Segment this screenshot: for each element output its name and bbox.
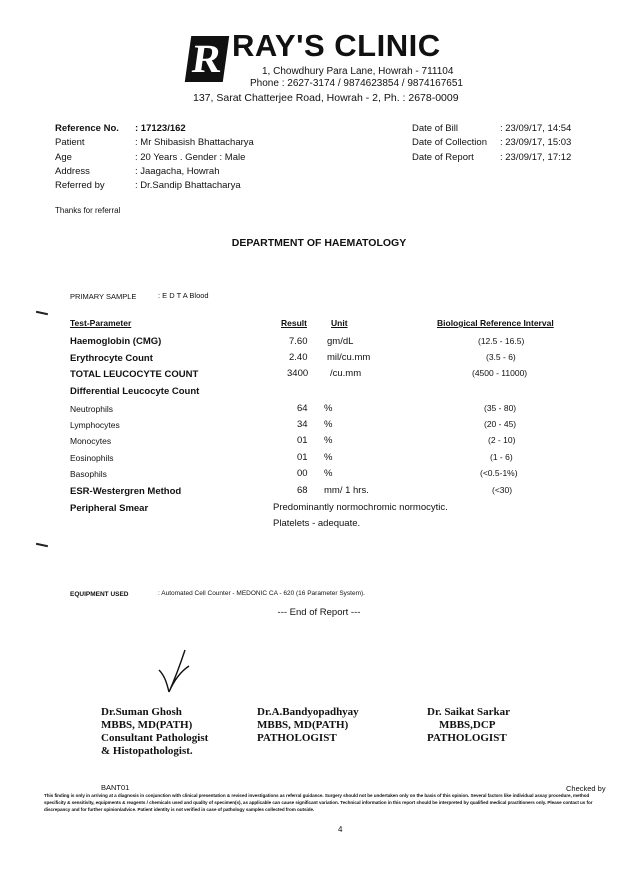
- primary-sample-value: : E D T A Blood: [158, 291, 209, 300]
- row-result: 3400: [287, 368, 309, 379]
- report-code: BANT01: [101, 783, 130, 792]
- row-parameter: Lymphocytes: [70, 420, 120, 430]
- reference-value: : 17123/162: [135, 123, 186, 134]
- header-test-parameter: Test-Parameter: [70, 318, 132, 328]
- row-parameter: Eosinophils: [70, 453, 114, 463]
- row-parameter: Haemoglobin (CMG): [70, 336, 162, 347]
- clinic-name: RAY'S CLINIC: [232, 28, 441, 63]
- row-parameter: Peripheral Smear: [70, 503, 149, 514]
- clinic-phone-line: Phone : 2627-3174 / 9874623854 / 9874167651: [250, 78, 463, 89]
- row-reference: (12.5 - 16.5): [478, 336, 525, 346]
- referred-by-label: Referred by: [55, 180, 105, 191]
- clinic-address-line2: 137, Sarat Chatterjee Road, Howrah - 2, Ph. : 2678-0009: [193, 92, 459, 104]
- row-result: 00: [297, 468, 308, 479]
- row-parameter: TOTAL LEUCOCYTE COUNT: [70, 369, 199, 380]
- signatory-title: Consultant Pathologist: [101, 732, 209, 744]
- row-parameter: Neutrophils: [70, 404, 113, 414]
- row-reference: (2 - 10): [488, 435, 516, 445]
- equipment-value: : Automated Cell Counter - MEDONIC CA - 620 (16 Parameter System).: [158, 590, 365, 597]
- header-result: Result: [281, 318, 307, 328]
- signatory-title: PATHOLOGIST: [427, 732, 507, 744]
- signatory-degree: MBBS,DCP: [439, 719, 496, 731]
- clinic-address-line1: 1, Chowdhury Para Lane, Howrah - 711104: [262, 66, 454, 77]
- end-of-report: --- End of Report ---: [277, 607, 361, 618]
- date-of-collection-value: : 23/09/17, 15:03: [500, 137, 572, 148]
- row-parameter: ESR-Westergren Method: [70, 486, 182, 497]
- row-reference: (4500 - 11000): [472, 368, 528, 378]
- row-unit: %: [324, 452, 333, 463]
- header-reference-interval: Biological Reference Interval: [437, 318, 554, 328]
- age-label: Age: [55, 152, 72, 163]
- checked-by: Checked by: [566, 784, 606, 793]
- signatory-degree: MBBS, MD(PATH): [257, 719, 349, 731]
- thanks-note: Thanks for referral: [55, 206, 121, 215]
- row-result: 64: [297, 403, 308, 414]
- date-of-collection-label: Date of Collection: [412, 137, 487, 148]
- row-unit: %: [324, 403, 333, 414]
- address-label: Address: [55, 166, 90, 177]
- row-reference: (3.5 - 6): [486, 352, 516, 362]
- row-reference: (35 - 80): [484, 403, 517, 413]
- date-of-report-label: Date of Report: [412, 152, 474, 163]
- scan-mark: [36, 311, 48, 315]
- disclaimer-text: This finding is only in arriving at a diagnosis in conjunction with clinical presentation & revised investigations as referral guidance. Surgery should not be undertaken only on the basis of this opinion. Several factors like individual assay procedure, method specificity & sensitivity, equipments & reagents / chemicals used and quality of specimen(s), as applicable can cause significant variation. Technical information in this report should be interpreted by qualified medical practitioners only. Please contact us for discrepancy and for further opinion/advice. Patient identity is not verified in case of pathology samples collected from outside.: [44, 793, 593, 812]
- signatory-title-2: & Histopathologist.: [101, 745, 193, 757]
- signatory-title: PATHOLOGIST: [257, 732, 337, 744]
- row-unit: mil/cu.mm: [327, 352, 371, 363]
- date-of-bill-value: : 23/09/17, 14:54: [500, 123, 572, 134]
- signatory-bandyopadhyay: [257, 706, 359, 745]
- row-result: 01: [297, 452, 308, 463]
- row-result: 2.40: [289, 352, 308, 363]
- row-reference: (<0.5-1%): [480, 468, 518, 478]
- row-reference: (20 - 45): [484, 419, 517, 429]
- address-value: : Jaagacha, Howrah: [135, 166, 220, 177]
- date-of-report-value: : 23/09/17, 17:12: [500, 152, 572, 163]
- signatory-name: Dr.A.Bandyopadhyay: [257, 706, 359, 718]
- smear-finding-line1: Predominantly normochromic normocytic.: [273, 502, 448, 513]
- reference-label: Reference No.: [55, 123, 119, 134]
- row-unit: /cu.mm: [330, 368, 362, 379]
- row-unit: %: [324, 435, 333, 446]
- row-parameter: Differential Leucocyte Count: [70, 386, 200, 397]
- row-parameter: Monocytes: [70, 436, 112, 446]
- row-unit: gm/dL: [327, 336, 354, 347]
- department-title: DEPARTMENT OF HAEMATOLOGY: [231, 237, 407, 249]
- signatory-name: Dr. Saikat Sarkar: [427, 706, 511, 718]
- row-unit: %: [324, 419, 333, 430]
- row-unit: %: [324, 468, 333, 479]
- scan-mark: [36, 543, 48, 547]
- signature-scribble: [155, 648, 195, 696]
- patient-value: : Mr Shibasish Bhattacharya: [135, 137, 254, 148]
- smear-finding-line2: Platelets - adequate.: [273, 518, 361, 529]
- patient-label: Patient: [55, 137, 85, 148]
- equipment-label: EQUIPMENT USED: [70, 591, 129, 598]
- row-result: 34: [297, 419, 308, 430]
- signatory-name: Dr.Suman Ghosh: [101, 706, 182, 718]
- page-number: 4: [338, 825, 343, 834]
- row-result: 01: [297, 435, 308, 446]
- clinic-logo-icon: R: [185, 36, 229, 82]
- age-value: : 20 Years . Gender : Male: [135, 152, 246, 163]
- signatory-ghosh: [101, 706, 208, 758]
- row-unit: mm/ 1 hrs.: [324, 485, 369, 496]
- date-of-bill-label: Date of Bill: [412, 123, 458, 134]
- row-parameter: Basophils: [70, 469, 107, 479]
- header-unit: Unit: [331, 318, 348, 328]
- row-reference: (<30): [492, 485, 513, 495]
- row-reference: (1 - 6): [490, 452, 513, 462]
- row-result: 7.60: [289, 336, 308, 347]
- row-result: 68: [297, 485, 308, 496]
- row-parameter: Erythrocyte Count: [70, 353, 153, 364]
- signatory-degree: MBBS, MD(PATH): [101, 719, 193, 731]
- primary-sample-label: PRIMARY SAMPLE: [70, 292, 137, 301]
- referred-by-value: : Dr.Sandip Bhattacharya: [135, 180, 241, 191]
- signatory-sarkar: [427, 706, 510, 745]
